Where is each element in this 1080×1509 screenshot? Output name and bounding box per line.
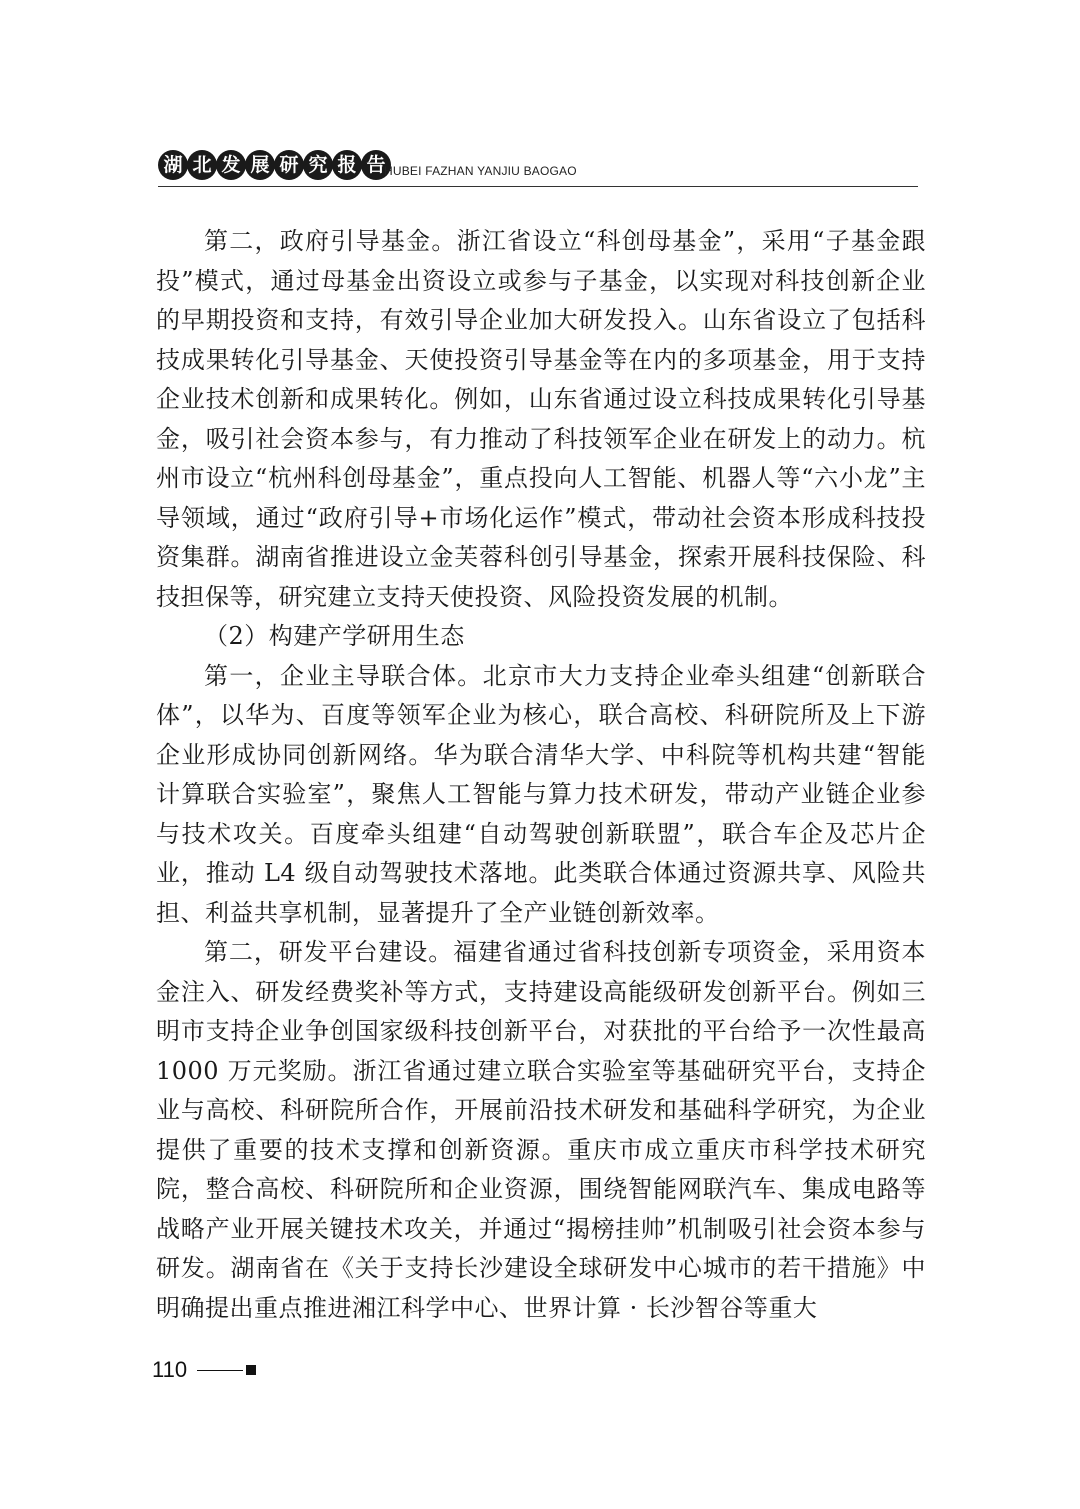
journal-title-char: 报 [332, 150, 362, 180]
footer-square-icon [246, 1365, 256, 1375]
journal-title-char: 研 [274, 150, 304, 180]
paragraph-rd-platform-construction: 第二，研发平台建设。福建省通过省科技创新专项资金，采用资本金注入、研发经费奖补等方式，支持建设高能级研发创新平台。例如三明市支持企业争创国家级科技创新平台，对获批的平台给予一次性最高 1000 万元奖励。浙江省通过建立联合实验室等基础研究平台，支持企业与高校、科研院所合作，开展前沿技术研发和基础科学研究，为企业提供了重要的技术支撑和创新资源。重庆市成立重庆市科学技术研究院，整合高校、科研院所和企业资源，围绕智能网联汽车、集成电路等战略产业开展关键技术攻关，并通过“揭榜挂帅”机制吸引社会资本参与研发。湖南省在《关于支持长沙建设全球研发中心城市的若干措施》中明确提出重点推进湘江科学中心、世界计算 · 长沙智谷等重大 [156, 938, 926, 1322]
journal-title-logo [158, 150, 390, 180]
journal-title-char: 展 [245, 150, 275, 180]
journal-title-char: 究 [303, 150, 333, 180]
footer-rule [197, 1370, 243, 1371]
running-header [158, 150, 918, 187]
page-number: 110 [152, 1357, 188, 1382]
body-text [156, 222, 926, 1328]
page-footer [152, 1355, 256, 1385]
journal-title-char: 发 [216, 150, 246, 180]
journal-title-pinyin: HUBEI FAZHAN YANJIU BAOGAO [384, 164, 577, 178]
paragraph-government-guidance-fund: 第二，政府引导基金。浙江省设立“科创母基金”，采用“子基金跟投”模式，通过母基金出资设立或参与子基金，以实现对科技创新企业的早期投资和支持，有效引导企业加大研发投入。山东省设立了包括科技成果转化引导基金、天使投资引导基金等在内的多项基金，用于支持企业技术创新和成果转化。例如，山东省通过设立科技成果转化引导基金，吸引社会资本参与，有力推动了科技领军企业在研发上的动力。杭州市设立“杭州科创母基金”，重点投向人工智能、机器人等“六小龙”主导领域，通过“政府引导+市场化运作”模式，带动社会资本形成科技投资集群。湖南省推进设立金芙蓉科创引导基金，探索开展科技保险、科技担保等，研究建立支持天使投资、风险投资发展的机制。 [156, 227, 926, 611]
section-heading-industry-academia-ecosystem: （2）构建产学研用生态 [204, 622, 465, 650]
journal-title-char: 湖 [158, 150, 188, 180]
paragraph-enterprise-led-consortium: 第一，企业主导联合体。北京市大力支持企业牵头组建“创新联合体”，以华为、百度等领军企业为核心，联合高校、科研院所及上下游企业形成协同创新网络。华为联合清华大学、中科院等机构共建“智能计算联合实验室”，聚焦人工智能与算力技术研发，带动产业链企业参与技术攻关。百度牵头组建“自动驾驶创新联盟”，联合车企及芯片企业，推动 L4 级自动驾驶技术落地。此类联合体通过资源共享、风险共担、利益共享机制，显著提升了全产业链创新效率。 [156, 661, 926, 927]
journal-title-char: 北 [187, 150, 217, 180]
journal-title-char: 告 [361, 150, 391, 180]
